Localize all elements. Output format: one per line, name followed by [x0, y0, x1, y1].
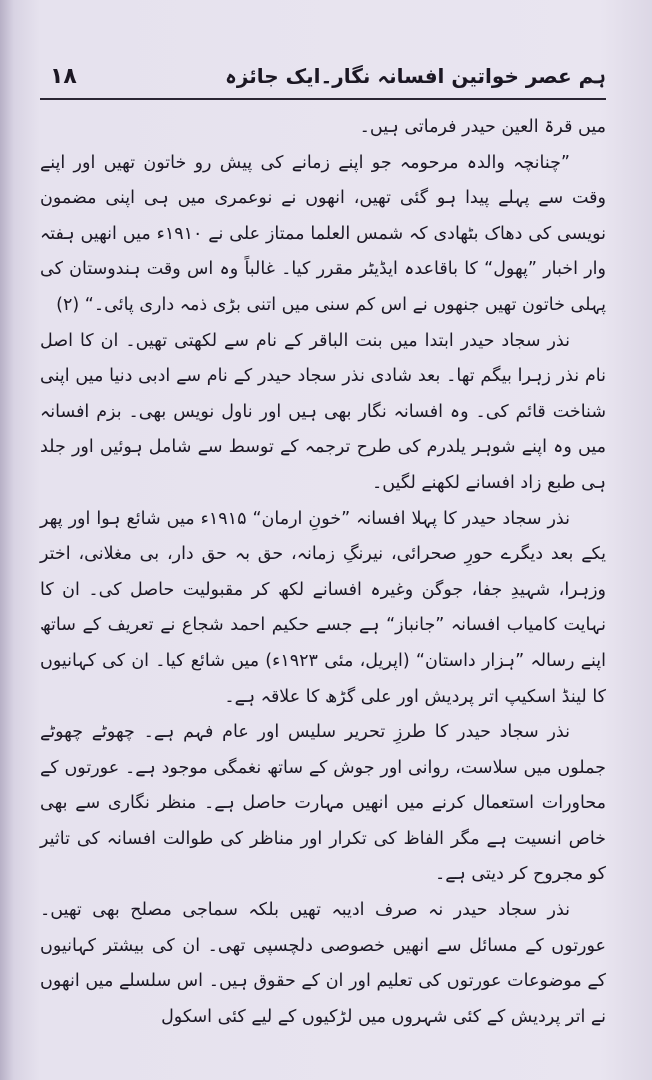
page-body — [40, 110, 606, 1060]
running-title: ہم عصر خواتین افسانہ نگار۔ایک جائزہ — [225, 64, 606, 88]
paragraph-style: نذر سجاد حیدر کا طرزِ تحریر سلیس اور عام فہم ہے۔ چھوٹے چھوٹے جملوں میں سلاست، روانی اور جوش کے ساتھ نغمگی موجود ہے۔ عورتوں کے محاورات استعمال کرنے میں انھیں مہارت حاصل ہے۔ منظر نگاری سے بھی خاص انسیت ہے مگر الفاظ کی تکرار اور مناظر کی طوالت افسانہ کی تاثیر کو مجروح کر دیتی ہے۔ — [40, 722, 606, 885]
header-rule — [40, 98, 606, 100]
paragraph-reform: نذر سجاد حیدر نہ صرف ادیبہ تھیں بلکہ سماجی مصلح بھی تھیں۔ عورتوں کے مسائل سے انھیں خصوصی دلچسپی تھی۔ ان کی بیشتر کہانیوں کے موضوعات عورتوں کی تعلیم اور ان کے حقوق ہیں۔ اس سلسلے میں انھوں نے اتر پردیش کے کئی شہروں میں لڑکیوں کے لیے کئی اسکول — [40, 900, 606, 1027]
paragraph-works: نذر سجاد حیدر کا پہلا افسانہ ”خونِ ارمان“ ۱۹۱۵ء میں شائع ہوا اور پھر یکے بعد دیگرے حورِ صحرائی، نیرنگِ زمانہ، حق بہ حق دار، بی مغلانی، اختر وزہرا، شہیدِ جفا، جوگن وغیرہ افسانے لکھ کر مقبولیت حاصل کی۔ ان کا نہایت کامیاب افسانہ ”جانباز“ ہے جسے حکیم احمد شجاع نے تعریف کے ساتھ اپنے رسالہ ”ہزار داستان“ (اپریل، مئی ۱۹۲۳ء) میں شائع کیا۔ ان کی کہانیوں کا لینڈ اسکیپ اتر پردیش اور علی گڑھ کا علاقہ ہے۔ — [40, 508, 606, 707]
page-number: ۱۸ — [50, 63, 77, 89]
paragraph-biography: نذر سجاد حیدر ابتدا میں بنت الباقر کے نام سے لکھتی تھیں۔ ان کا اصل نام نذر زہرا بیگم تھا۔ بعد شادی نذر سجاد حیدر کے نام سے ادبی دنیا میں اپنی شناخت قائم کی۔ وہ افسانہ نگار بھی ہیں اور ناول نویس بھی۔ بزم افسانہ میں وہ اپنے شوہر یلدرم کی طرح ترجمہ کے توسط سے شامل ہوئیں اور جلد ہی طبع زاد افسانے لکھنے لگیں۔ — [40, 330, 606, 493]
page-header — [40, 56, 606, 96]
paragraph-quote: ”چنانچہ والدہ مرحومہ جو اپنے زمانے کی پیش رو خاتون تھیں اور اپنے وقت سے پہلے پیدا ہو گئی تھیں، انھوں نے نوعمری میں ہی اپنی مضمون نویسی کی دھاک بٹھادی کہ شمس العلما ممتاز علی نے ۱۹۱۰ء میں انھیں ہفتہ وار اخبار ”پھول“ کا باقاعدہ ایڈیٹر مقرر کیا۔ غالباً وہ اس وقت ہندوستان کی پہلی خاتون تھیں جنھوں نے اس کم سنی میں اتنی بڑی ذمہ داری پائی۔“ (۲) — [40, 152, 607, 315]
paragraph-intro: میں قرۃ العین حیدر فرماتی ہیں۔ — [359, 117, 606, 137]
